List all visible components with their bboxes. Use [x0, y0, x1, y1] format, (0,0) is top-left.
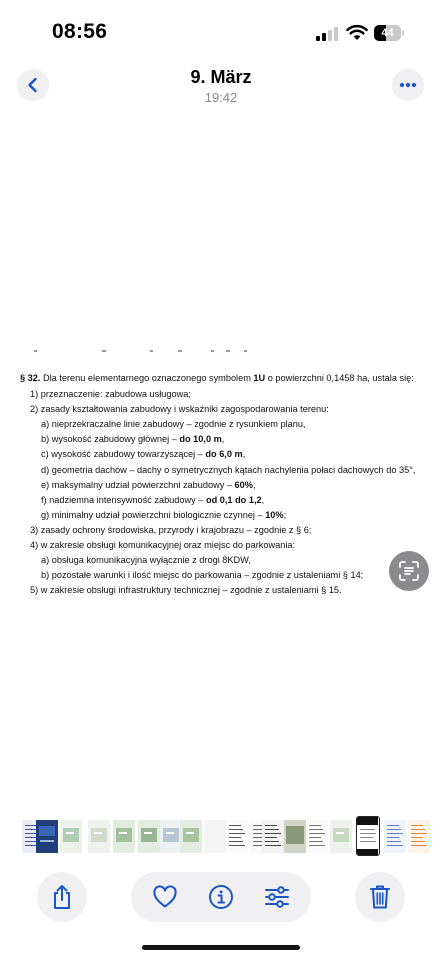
thumbnail[interactable] [284, 820, 306, 853]
thumbnail[interactable] [160, 820, 182, 853]
home-indicator[interactable] [142, 945, 300, 950]
live-text-button[interactable] [389, 551, 429, 591]
regulation-value: od 0,1 do 1,2 [205, 494, 262, 505]
thumbnail[interactable] [262, 820, 284, 853]
photo-time: 19:42 [204, 90, 238, 105]
thumbnail[interactable] [384, 820, 406, 853]
regulation-line [41, 508, 286, 523]
regulation-line [41, 478, 256, 493]
regulation-punctuation: , [261, 494, 265, 505]
photo-date-title: 9. März [190, 67, 252, 87]
info-button[interactable] [207, 883, 235, 911]
regulation-punctuation: , [252, 479, 256, 490]
status-time: 08:56 [52, 20, 108, 43]
adjust-button[interactable] [263, 883, 291, 911]
regulation-value: 60% [234, 479, 253, 490]
thumbnail[interactable] [330, 820, 352, 853]
battery-icon [374, 25, 404, 41]
thumbnail[interactable] [60, 820, 82, 853]
thumbnail[interactable] [138, 820, 160, 853]
info-icon [208, 884, 234, 910]
area-symbol: 1U [253, 373, 266, 383]
regulation-value: do 6,0 m [205, 449, 243, 460]
regulation-line [41, 432, 224, 447]
regulation-text: c) wysokość zabudowy towarzyszącej – [41, 449, 206, 460]
thumbnail[interactable] [408, 820, 430, 853]
regulation-text: 2) zasady kształtowania zabudowy i wskaźniki zagospodarowania terenu: [30, 404, 329, 415]
paragraph-heading [20, 371, 414, 386]
regulation-text: 5) w zakresie obsługi infrastruktury technicznej – zgodnie z ustaleniami § 15. [30, 585, 342, 596]
thumbnail[interactable] [226, 820, 248, 853]
thumbnail[interactable] [88, 820, 110, 853]
paragraph-intro: Dla terenu elementarnego oznaczonego symbolem [40, 373, 254, 383]
regulation-line [41, 447, 245, 462]
regulation-text: a) nieprzekraczalne linie zabudowy – zgodnie z rysunkiem planu, [41, 419, 306, 430]
regulation-line [41, 553, 251, 568]
thumbnail[interactable] [36, 820, 58, 853]
regulation-text: d) geometria dachów – dachy o symetrycznych kątach nachylenia połaci dachowych do 35°, [41, 464, 416, 475]
trash-icon [369, 884, 391, 910]
photo-actions-group [131, 872, 311, 922]
regulation-line [41, 417, 306, 432]
document-image [0, 345, 442, 605]
delete-button[interactable] [355, 872, 405, 922]
regulation-punctuation: , [221, 434, 225, 445]
paragraph-intro-end: o powierzchni 0,1458 ha, ustala się: [265, 373, 414, 383]
regulation-text: e) maksymalny udział powierzchni zabudowy – [41, 479, 235, 490]
wifi-icon [346, 24, 368, 41]
regulation-line [30, 402, 329, 417]
regulation-text: f) nadziemna intensywność zabudowy – [41, 494, 206, 505]
regulation-line [41, 568, 363, 583]
regulation-line [30, 538, 295, 553]
regulation-text: b) wysokość zabudowy głównej – [41, 434, 180, 445]
thumbnail-current[interactable] [356, 816, 380, 856]
status-bar [0, 0, 442, 60]
regulation-text: g) minimalny udział powierzchni biologicznie czynnej – [41, 509, 266, 520]
regulation-line [41, 493, 264, 508]
share-button[interactable] [37, 872, 87, 922]
more-options-button[interactable] [392, 69, 424, 101]
regulation-text: 3) zasady ochrony środowiska, przyrody i krajobrazu – zgodnie z § 6; [30, 524, 312, 535]
thumbnail[interactable] [204, 820, 226, 853]
battery-level: 44 [381, 27, 394, 39]
regulation-text: a) obsługa komunikacyjna wyłącznie z drogi 8KDW, [41, 555, 251, 566]
regulation-line [30, 387, 191, 402]
regulation-text: 1) przeznaczenie: zabudowa usługowa; [30, 389, 191, 399]
cropped-text-line [0, 345, 442, 357]
regulation-punctuation: ; [283, 509, 287, 520]
ellipsis-icon [399, 82, 417, 88]
regulation-line [30, 523, 311, 538]
regulation-punctuation: , [242, 449, 246, 460]
cellular-signal-icon [316, 27, 338, 41]
heart-icon [152, 885, 178, 909]
regulation-text: 4) w zakresie obsługi komunikacyjnej oraz miejsc do parkowania: [30, 540, 296, 550]
thumbnail[interactable] [180, 820, 202, 853]
regulation-value: do 10,0 m [179, 434, 222, 445]
thumbnail-strip[interactable] [0, 816, 442, 856]
regulation-value: 10% [265, 509, 284, 520]
favorite-button[interactable] [151, 883, 179, 911]
thumbnail[interactable] [306, 820, 328, 853]
paragraph-label: § 32. [20, 373, 41, 383]
regulation-line [41, 463, 415, 478]
live-text-icon [398, 560, 420, 582]
sliders-icon [263, 885, 291, 909]
share-icon [51, 884, 73, 910]
regulation-text: b) pozostałe warunki i ilość miejsc do parkowania – zgodnie z ustaleniami § 14; [41, 570, 364, 581]
thumbnail[interactable] [113, 820, 135, 853]
regulation-line [30, 583, 342, 598]
